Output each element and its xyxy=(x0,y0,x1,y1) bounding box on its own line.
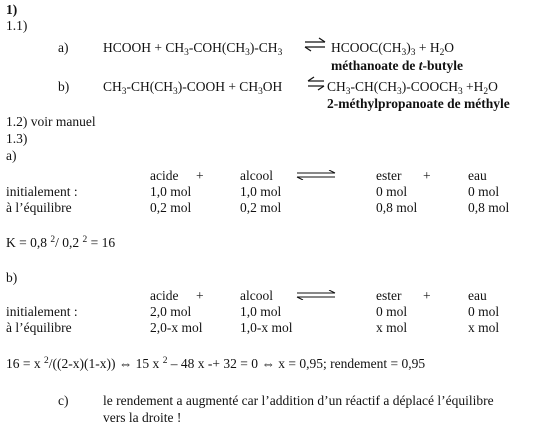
reaction-a-products: $HCOOC(CH_3)_3 + H_2O$ xyxy=(331,40,455,58)
equilibrium-equation: 16 = x $^2$/((2-x)(1-x)) ⇔ 15 x $^2$ – 48 x -+ 32 = 0 ⇔ x = 0,95; rendement = 0,95 xyxy=(6,355,426,371)
table-b-cell: x mol xyxy=(376,320,408,335)
equilibrium-constant: K = 0,8 $^2$/ 0,2 $^2$ = 16 xyxy=(6,234,116,250)
reaction-b-reactants: $CH_3-CH(CH_3)$-COOH + $CH_3OH$ xyxy=(103,79,283,97)
table-a-cell: 0,2 mol xyxy=(240,200,282,215)
part-1-1-label: 1.1) xyxy=(6,18,28,33)
table-a-head-ester: ester xyxy=(376,168,402,183)
table-a-cell: 1,0 mol xyxy=(150,184,192,199)
table-a-row-label: à l’équilibre xyxy=(6,200,72,215)
table-b-cell: 0 mol xyxy=(468,304,500,319)
table-a-cell: 0,8 mol xyxy=(468,200,510,215)
table-a-head-acide: acide xyxy=(150,168,179,183)
conclusion-line-1: le rendement a augmenté car l’addition d’un réactif a déplacé l’équilibre xyxy=(103,393,494,408)
equilibrium-arrow-icon xyxy=(296,170,336,180)
table-a-cell: 1,0 mol xyxy=(240,184,282,199)
table-b-cell: 0 mol xyxy=(376,304,408,319)
part-1-2: 1.2) voir manuel xyxy=(6,114,96,129)
table-a-head-plus: + xyxy=(196,168,204,183)
table-b-cell: x mol xyxy=(468,320,500,335)
table-b-head-acide: acide xyxy=(150,288,179,303)
reaction-a-label: a) xyxy=(58,40,69,55)
table-b-head-plus: + xyxy=(423,288,431,303)
table-a-cell: 0,8 mol xyxy=(376,200,418,215)
table-b-cell: 2,0-x mol xyxy=(150,320,203,335)
table-a-head-alcool: alcool xyxy=(240,168,273,183)
table-a-cell: 0 mol xyxy=(376,184,408,199)
sub-b-label: b) xyxy=(6,270,18,285)
table-b-row-label: initialement : xyxy=(6,304,78,319)
table-b-cell: 1,0-x mol xyxy=(240,320,293,335)
table-b-cell: 1,0 mol xyxy=(240,304,282,319)
reaction-b-product-name: 2-méthylpropanoate de méthyle xyxy=(327,96,510,111)
table-b-head-eau: eau xyxy=(468,288,487,303)
sub-a-label: a) xyxy=(6,148,17,163)
table-a-row-label: initialement : xyxy=(6,184,78,199)
equilibrium-arrow-icon xyxy=(303,36,327,54)
table-a-head-eau: eau xyxy=(468,168,487,183)
table-b-cell: 2,0 mol xyxy=(150,304,192,319)
table-b-head-plus: + xyxy=(196,288,204,303)
table-a-cell: 0 mol xyxy=(468,184,500,199)
table-a-head-plus: + xyxy=(423,168,431,183)
section-title: 1) xyxy=(6,2,18,17)
reaction-a-reactants: HCOOH + $CH_3-COH(CH_3)-CH_3$ xyxy=(103,40,283,58)
table-a-cell: 0,2 mol xyxy=(150,200,192,215)
reaction-b-label: b) xyxy=(58,79,70,94)
reaction-a-product-name: méthanoate de t-butyle xyxy=(331,58,464,73)
table-b-head-alcool: alcool xyxy=(240,288,273,303)
part-1-3-label: 1.3) xyxy=(6,131,28,146)
equilibrium-arrow-icon xyxy=(296,290,336,300)
sub-c-label: c) xyxy=(58,393,69,408)
equilibrium-arrow-icon xyxy=(306,76,326,92)
table-b-head-ester: ester xyxy=(376,288,402,303)
conclusion-line-2: vers la droite ! xyxy=(103,410,182,425)
table-b-row-label: à l’équilibre xyxy=(6,320,72,335)
reaction-b-products: $CH_3-CH(CH_3)-COOCH_3 +H_2O$ xyxy=(327,79,498,97)
